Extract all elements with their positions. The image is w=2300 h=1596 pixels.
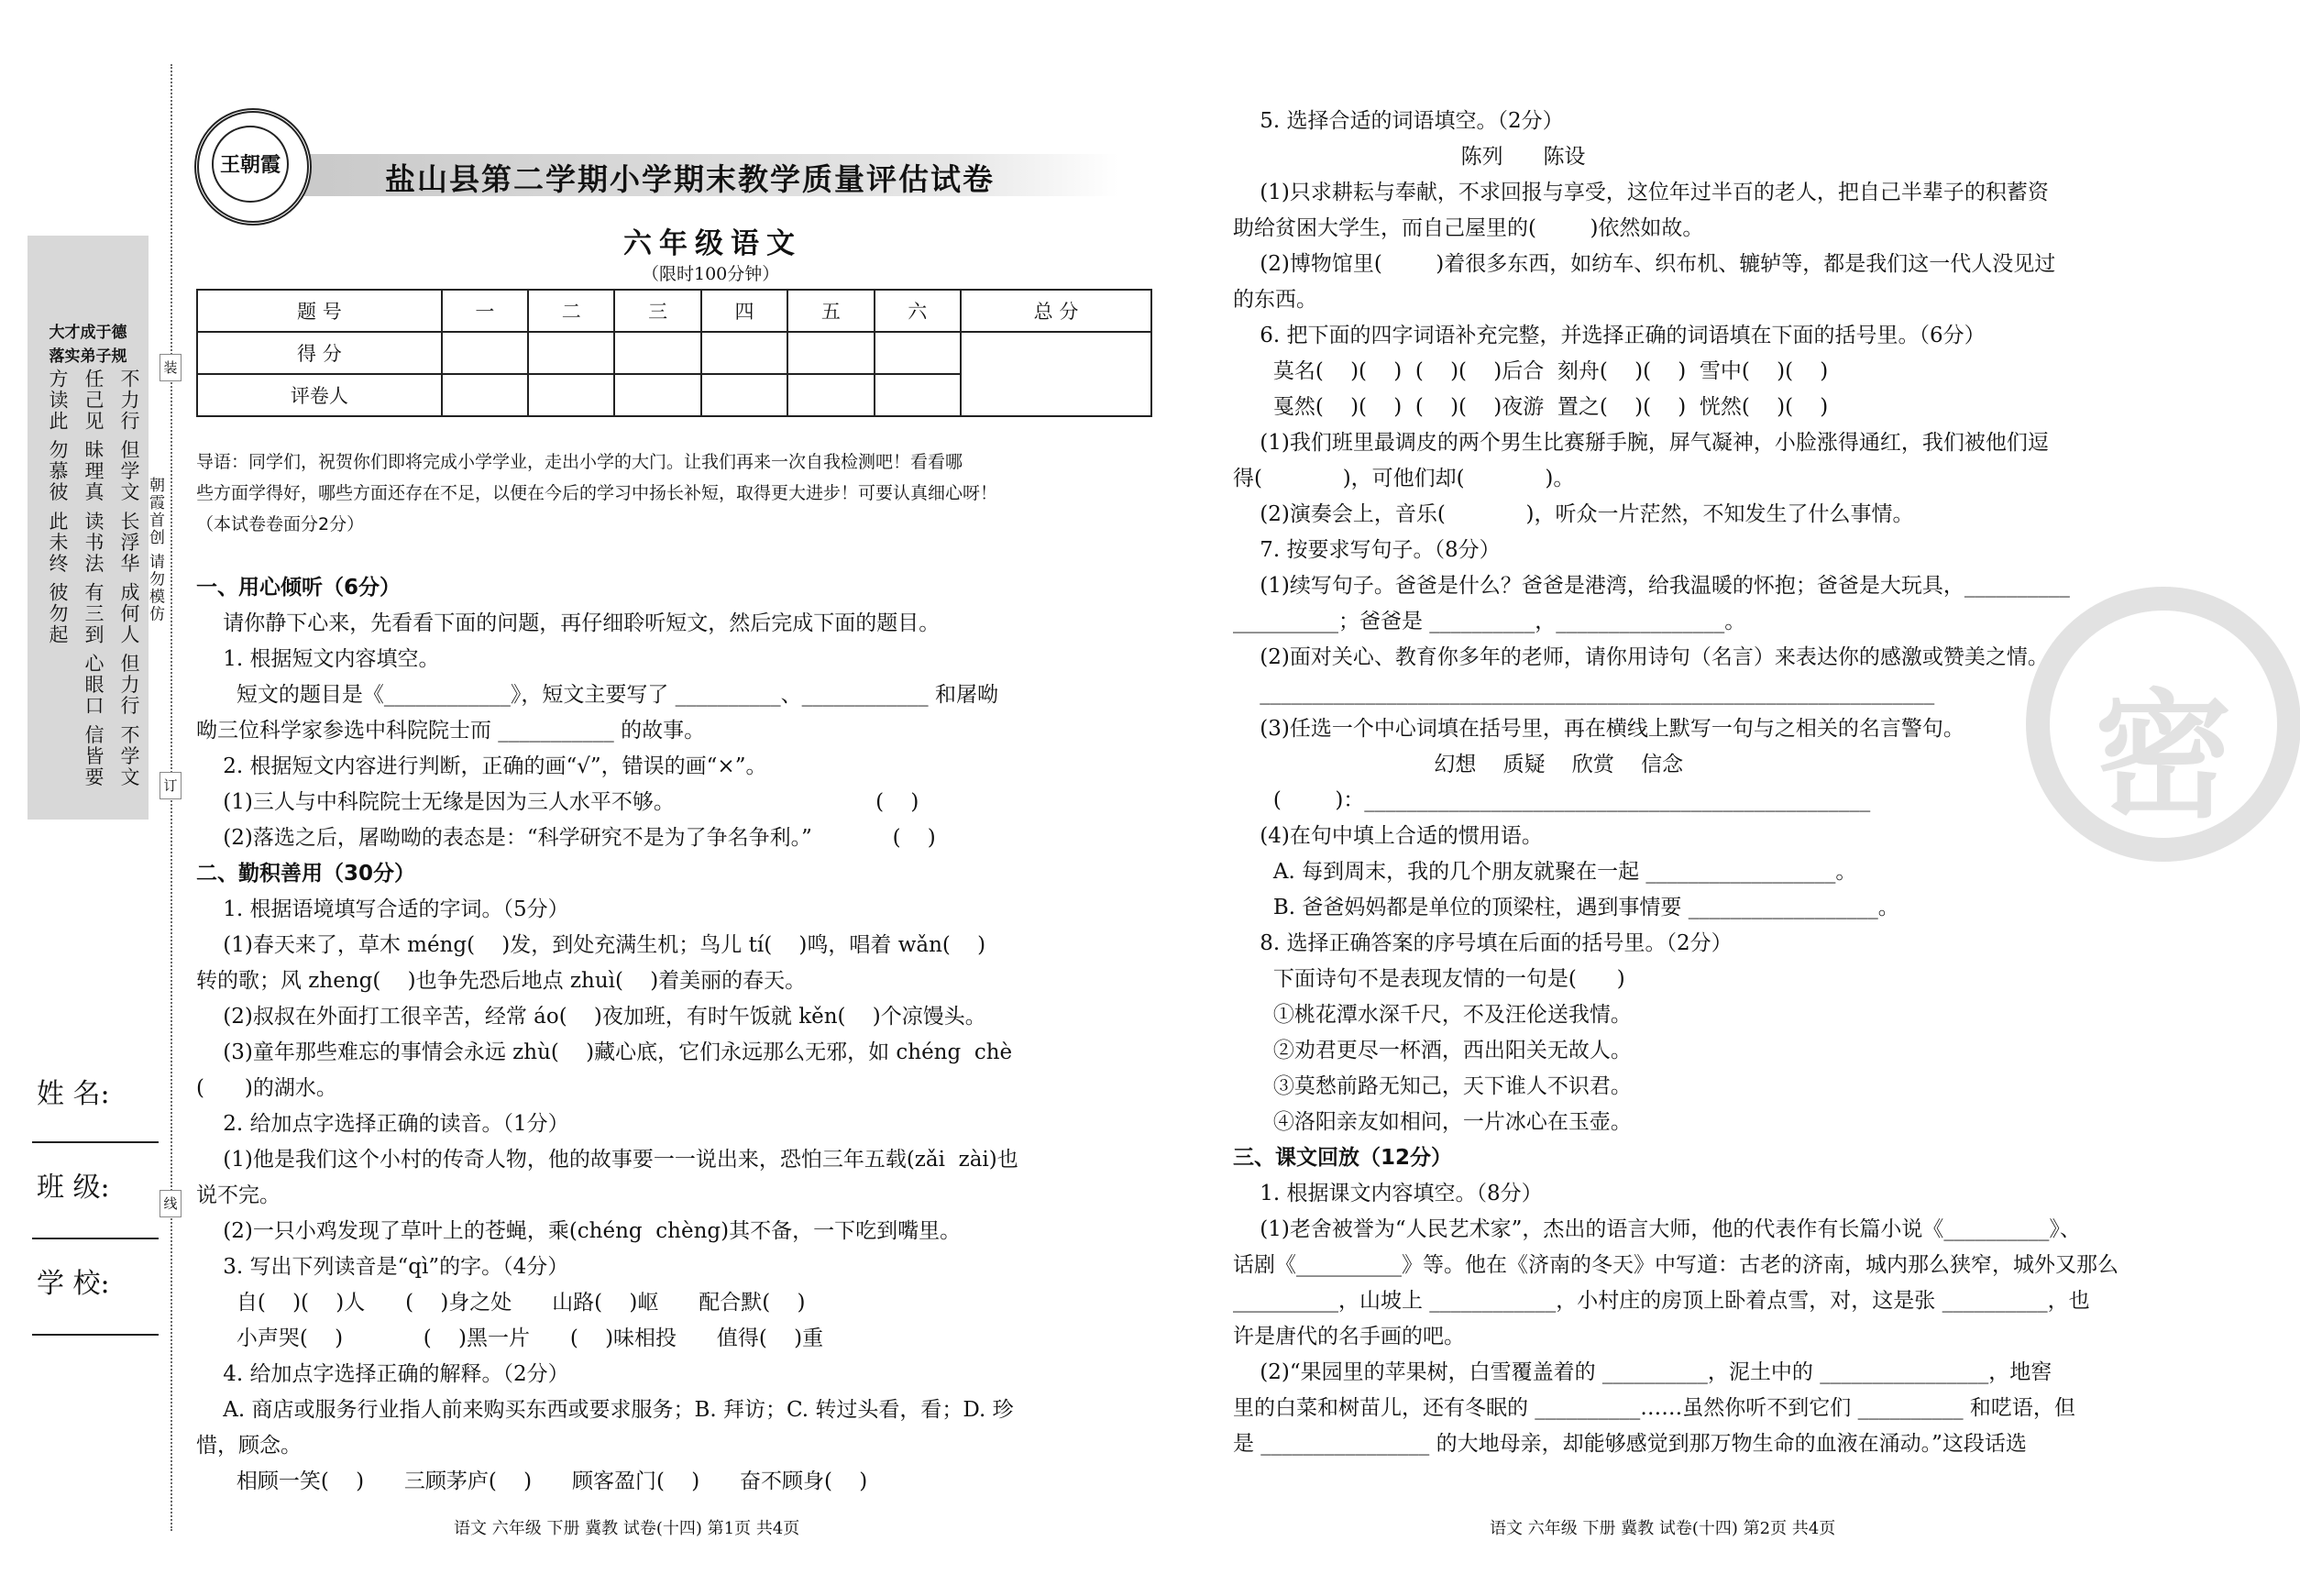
subject-title: 六年级语文: [623, 227, 802, 260]
text-line: 陈列 陈设: [1233, 145, 1586, 169]
cut-mark: 装: [160, 354, 182, 381]
score-header-cell: 五: [787, 290, 874, 332]
text-line: (3)童年那些难忘的事情会永远 zhù( )藏心底，它们永远那么无邪，如 chéng chè: [196, 1040, 1013, 1064]
motto-top-line: 落实弟子规: [49, 347, 127, 366]
text-line: (1)我们班里最调皮的两个男生比赛掰手腕，屏气凝神，小脸涨得通红，我们被他们逗: [1233, 431, 2049, 455]
logo-text: 王朝霞: [219, 153, 281, 177]
text-line: 是 ________________ 的大地母亲，却能够感觉到那万物生命的血液在涌动。”这段话选: [1233, 1432, 2027, 1456]
exam-title: 盐山县第二学期小学期末教学质量评估试卷: [385, 161, 995, 197]
text-line: A. 每到周末，我的几个朋友就聚在一起 __________________。: [1233, 860, 1857, 884]
grader-cell[interactable]: [701, 374, 787, 416]
text-line: 转的歌；风 zheng( )也争先恐后地点 zhuì( )着美丽的春天。: [196, 969, 807, 993]
text-line: 许是唐代的名手画的吧。: [1233, 1325, 1465, 1348]
score-cell[interactable]: [787, 332, 874, 374]
grader-cell[interactable]: [875, 374, 961, 416]
text-line: __________，山坡上 ____________，小村庄的房顶上卧着点雪，对，这是张 __________，也: [1233, 1289, 2090, 1313]
text-line: 话剧《__________》等。他在《济南的冬天》中写道：古老的济南，城内那么狭窄，城外又那么: [1233, 1253, 2118, 1277]
score-row-label: 得 分: [197, 332, 442, 374]
grader-cell[interactable]: [787, 374, 874, 416]
text-line: (1)三人与中科院院士无缘是因为三人水平不够。 ( ): [196, 790, 919, 814]
grader-cell[interactable]: [528, 374, 614, 416]
score-header-row: [197, 290, 1151, 332]
text-line: 莫名( )( ) ( )( )后合 刻舟( )( ) 雪中( )( ): [1233, 359, 1829, 383]
copyright-note: 朝霞首创 请勿模仿: [146, 477, 164, 623]
text-line: (2)一只小鸡发现了草叶上的苍蝇，乘(chéng chèng)其不备，一下吃到嘴里。: [196, 1219, 962, 1243]
motto-top-line: 大才成于德: [49, 324, 127, 342]
class-field[interactable]: [32, 1238, 159, 1239]
score-table: [196, 289, 1152, 417]
text-line: A. 商店或服务行业指人前来购买东西或要求服务；B. 拜访；C. 转过头看，看；D. 珍: [196, 1398, 1014, 1422]
text-line: 请你静下心来，先看看下面的问题，再仔细聆听短文，然后完成下面的题目。: [196, 611, 941, 635]
score-header-cell: 二: [528, 290, 614, 332]
text-line: 5. 选择合适的词语填空。（2分）: [1233, 109, 1564, 133]
stamp-char: 密: [2094, 676, 2232, 837]
page-footer-right: 语文 六年级 下册 冀教 试卷(十四) 第2页 共4页: [1490, 1519, 1836, 1538]
logo: [194, 108, 312, 226]
text-line: 小声哭( ) ( )黑一片 ( )味相投 值得( )重: [196, 1326, 824, 1350]
grader-cell[interactable]: [442, 374, 528, 416]
text-line: 下面诗句不是表现友情的一句是( ): [1233, 967, 1625, 991]
text-line: 幻想 质疑 欣赏 信念: [1233, 753, 1684, 776]
watermark-stamp: [2026, 587, 2300, 862]
score-cell[interactable]: [528, 332, 614, 374]
text-line: 7. 按要求写句子。（8分）: [1233, 538, 1501, 562]
text-line: 1. 根据短文内容填空。: [196, 647, 440, 671]
text-line: 得( )，可他们却( )。: [1233, 467, 1575, 490]
text-line: (2)落选之后，屠呦呦的表态是：“科学研究不是为了争名争利。” ( ): [196, 826, 936, 850]
text-line: 1. 根据语境填写合适的字词。（5分）: [196, 897, 569, 921]
text-line: (2)叔叔在外面打工很辛苦，经常 áo( )夜加班，有时午饭就 kěn( )个凉馒头。: [196, 1005, 986, 1029]
name-label: 姓 名:: [37, 1078, 110, 1110]
left-column: [196, 570, 1159, 1500]
text-line: __________；爸爸是 __________，________________。: [1233, 610, 1746, 633]
section-heading: 一、用心倾听（6分）: [196, 576, 402, 600]
text-line: 6. 把下面的四字词语补充完整，并选择正确的词语填在下面的括号里。（6分）: [1233, 324, 1986, 347]
text-line: (2)博物馆里( )着很多东西，如纺车、织布机、辘轳等，都是我们这一代人没见过: [1233, 252, 2056, 276]
text-line: ②劝君更尽一杯酒，西出阳关无故人。: [1233, 1039, 1632, 1062]
name-field[interactable]: [32, 1141, 159, 1143]
guide-line: （本试卷卷面分2分）: [196, 514, 365, 534]
grader-cell[interactable]: [614, 374, 700, 416]
cut-mark: 线: [160, 1190, 182, 1217]
cut-mark: 订: [160, 772, 182, 799]
text-line: (1)他是我们这个小村的传奇人物，他的故事要一一说出来，恐怕三年五载(zǎi zài)也: [196, 1148, 1018, 1172]
text-line: 助给贫困大学生，而自己屋里的( )依然如故。: [1233, 216, 1704, 240]
text-line: 惜，顾念。: [196, 1434, 302, 1458]
text-line: ( )：________________________________________________: [1233, 788, 1871, 812]
school-field[interactable]: [32, 1334, 159, 1336]
text-line: (1)春天来了，草木 méng( )发，到处充满生机；鸟儿 tí( )鸣，唱着 wǎn( ): [196, 933, 986, 957]
motto-column: 不力行 但学文 长浮华 成何人 但力行 不学文: [118, 369, 140, 788]
text-line: (2)“果园里的苹果树，白雪覆盖着的 __________，泥土中的 ________________，地窖: [1233, 1360, 2052, 1384]
text-line: 里的白菜和树苗儿，还有冬眠的 __________……虽然你听不到它们 __________ 和呓语，但: [1233, 1396, 2075, 1420]
score-header-cell: 题 号: [197, 290, 442, 332]
text-line: (3)任选一个中心词填在括号里，再在横线上默写一句与之相关的名言警句。: [1233, 717, 1964, 741]
score-cell[interactable]: [875, 332, 961, 374]
score-header-cell: 总 分: [961, 290, 1151, 332]
score-header-cell: 三: [614, 290, 700, 332]
grader-row-label: 评卷人: [197, 374, 442, 416]
guide-line: 些方面学得好，哪些方面还存在不足，以便在今后的学习中扬长补短，取得更大进步！可要认真细心呀！: [196, 483, 998, 503]
text-line: 4. 给加点字选择正确的解释。（2分）: [196, 1362, 569, 1386]
score-header-cell: 六: [875, 290, 961, 332]
motto-column: 任己见 昧理真 读书法 有三到 心眼口 信皆要: [83, 369, 105, 788]
text-line: (1)只求耕耘与奉献，不求回报与享受，这位年过半百的老人，把自己半辈子的积蓄资: [1233, 181, 2049, 204]
text-line: ①桃花潭水深千尺，不及汪伦送我情。: [1233, 1003, 1632, 1027]
guide-line: 导语：同学们，祝贺你们即将完成小学学业，走出小学的大门。让我们再来一次自我检测吧！看看哪: [196, 452, 963, 472]
total-score-cell[interactable]: [961, 332, 1151, 416]
text-line: ________________________________________________________________: [1233, 681, 1935, 705]
text-line: 短文的题目是《____________》，短文主要写了 __________、____________ 和屠呦: [196, 683, 998, 707]
text-line: (4)在句中填上合适的惯用语。: [1233, 824, 1543, 848]
time-limit: （限时100分钟）: [642, 264, 780, 284]
page-footer-left: 语文 六年级 下册 冀教 试卷(十四) 第1页 共4页: [454, 1519, 800, 1538]
text-line: ( )的湖水。: [196, 1076, 337, 1100]
text-line: 呦三位科学家参选中科院院士而 ___________ 的故事。: [196, 719, 706, 743]
text-line: 说不完。: [196, 1183, 281, 1207]
text-line: ④洛阳亲友如相问，一片冰心在玉壶。: [1233, 1110, 1632, 1134]
class-label: 班 级:: [37, 1172, 110, 1204]
section-heading: 三、课文回放（12分）: [1233, 1146, 1453, 1170]
score-cell[interactable]: [614, 332, 700, 374]
motto-top: [37, 321, 139, 369]
text-line: 戛然( )( ) ( )( )夜游 置之( )( ) 恍然( )( ): [1233, 395, 1829, 419]
text-line: (1)老舍被誉为“人民艺术家”，杰出的语言大师，他的代表作有长篇小说《__________》、: [1233, 1217, 2081, 1241]
text-line: (2)演奏会上，音乐( )，听众一片茫然，不知发生了什么事情。: [1233, 502, 1914, 526]
score-row: [197, 332, 1151, 374]
motto-column: 方读此 勿慕彼 此未终 彼勿起: [47, 369, 69, 646]
motto-columns: [48, 369, 139, 799]
text-line: (1)续写句子。爸爸是什么？爸爸是港湾，给我温暖的怀抱；爸爸是大玩具，__________: [1233, 574, 2070, 598]
text-line: 相顾一笑( ) 三顾茅庐( ) 顾客盈门( ) 奋不顾身( ): [196, 1469, 868, 1493]
score-cell[interactable]: [701, 332, 787, 374]
school-label: 学 校:: [37, 1268, 110, 1300]
text-line: 8. 选择正确答案的序号填在后面的括号里。（2分）: [1233, 931, 1733, 955]
text-line: 的东西。: [1233, 288, 1317, 312]
text-line: 2. 根据短文内容进行判断，正确的画“√”，错误的画“×”。: [196, 754, 767, 778]
text-line: ③莫愁前路无知己，天下谁人不识君。: [1233, 1074, 1632, 1098]
score-header-cell: 四: [701, 290, 787, 332]
text-line: 3. 写出下列读音是“qì”的字。（4分）: [196, 1255, 569, 1279]
text-line: 自( )( )人 ( )身之处 山路( )岖 配合默( ): [196, 1291, 806, 1315]
text-line: 2. 给加点字选择正确的读音。（1分）: [196, 1112, 569, 1136]
score-header-cell: 一: [442, 290, 528, 332]
score-cell[interactable]: [442, 332, 528, 374]
text-line: 1. 根据课文内容填空。（8分）: [1233, 1182, 1543, 1205]
section-heading: 二、勤积善用（30分）: [196, 862, 416, 886]
text-line: B. 爸爸妈妈都是单位的顶梁柱，遇到事情要 __________________。: [1233, 896, 1899, 919]
guide-text: [196, 446, 1154, 540]
text-line: (2)面对关心、教育你多年的老师，请你用诗句（名言）来表达你的感激或赞美之情。: [1233, 645, 2049, 669]
